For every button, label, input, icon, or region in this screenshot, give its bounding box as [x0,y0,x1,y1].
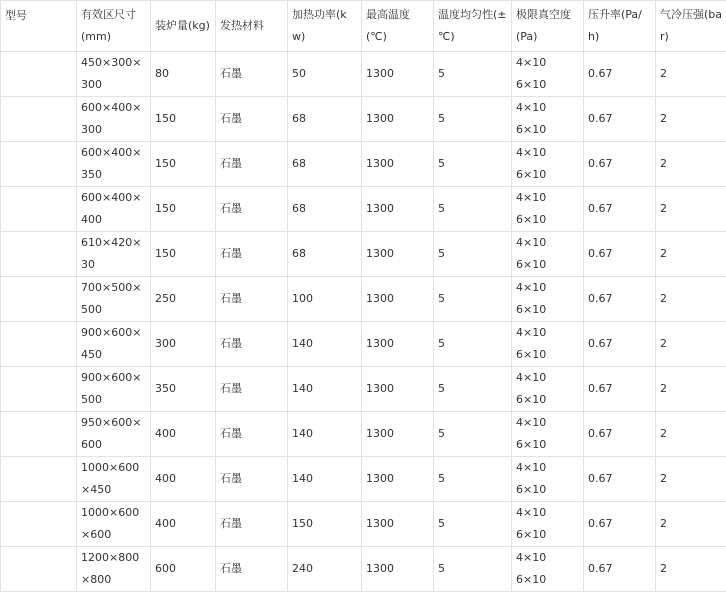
cell-load: 150 [151,187,216,232]
cell-uniformity: 5 [434,367,512,412]
vacuum-value-1: 4×10 [516,142,579,164]
header-uniformity-label: 温度均匀性(±℃) [438,8,507,43]
cell-rise-rate: 0.67 [584,322,656,367]
table-row [1,277,726,322]
cell-size: 1000×600×450 [77,457,151,502]
header-size-label: 有效区尺寸(mm) [81,8,136,43]
cell-uniformity: 5 [434,232,512,277]
cell-gas-pressure: 2 [656,97,726,142]
cell-load: 300 [151,322,216,367]
cell-material: 石墨 [216,97,288,142]
cell-model [1,52,77,97]
cell-vacuum [512,322,584,367]
vacuum-value-2: 6×10 [516,254,579,276]
vacuum-value-2: 6×10 [516,299,579,321]
cell-load: 400 [151,502,216,547]
cell-uniformity: 5 [434,502,512,547]
cell-model [1,502,77,547]
cell-load: 150 [151,232,216,277]
cell-material: 石墨 [216,52,288,97]
table-row [1,187,726,232]
cell-max-temp: 1300 [362,367,434,412]
cell-power: 140 [288,322,362,367]
header-row [1,1,726,52]
cell-vacuum [512,52,584,97]
cell-model [1,367,77,412]
cell-model [1,97,77,142]
cell-load: 250 [151,277,216,322]
header-vacuum-label: 极限真空度(Pa) [516,8,571,43]
cell-gas-pressure: 2 [656,52,726,97]
header-model [1,1,77,52]
cell-max-temp: 1300 [362,232,434,277]
vacuum-value-2: 6×10 [516,479,579,501]
header-uniformity [434,1,512,52]
cell-model [1,457,77,502]
cell-power: 100 [288,277,362,322]
header-max-temp [362,1,434,52]
cell-load: 80 [151,52,216,97]
vacuum-value-1: 4×10 [516,97,579,119]
cell-power: 68 [288,187,362,232]
table-row [1,232,726,277]
cell-material: 石墨 [216,457,288,502]
vacuum-value-1: 4×10 [516,457,579,479]
cell-load: 150 [151,97,216,142]
cell-size: 600×400×350 [77,142,151,187]
cell-material: 石墨 [216,367,288,412]
header-material [216,1,288,52]
vacuum-value-1: 4×10 [516,412,579,434]
cell-power: 50 [288,52,362,97]
cell-model [1,277,77,322]
cell-size: 950×600×600 [77,412,151,457]
vacuum-value-1: 4×10 [516,367,579,389]
cell-load: 150 [151,142,216,187]
cell-material: 石墨 [216,547,288,592]
cell-uniformity: 5 [434,187,512,232]
cell-gas-pressure: 2 [656,232,726,277]
header-rise-rate-label: 压升率(Pa/h) [588,8,642,43]
cell-size: 610×420×30 [77,232,151,277]
cell-model [1,187,77,232]
cell-model [1,232,77,277]
cell-material: 石墨 [216,412,288,457]
vacuum-value-2: 6×10 [516,164,579,186]
cell-power: 68 [288,142,362,187]
cell-max-temp: 1300 [362,457,434,502]
cell-material: 石墨 [216,187,288,232]
cell-load: 400 [151,457,216,502]
cell-uniformity: 5 [434,412,512,457]
header-gas-pressure-label: 气冷压强(bar) [660,8,722,43]
vacuum-value-2: 6×10 [516,524,579,546]
cell-load: 400 [151,412,216,457]
cell-power: 150 [288,502,362,547]
cell-size: 900×600×450 [77,322,151,367]
vacuum-value-1: 4×10 [516,52,579,74]
vacuum-value-1: 4×10 [516,502,579,524]
vacuum-value-1: 4×10 [516,232,579,254]
cell-uniformity: 5 [434,142,512,187]
header-load-label: 装炉量(kg) [155,19,210,32]
table-row [1,322,726,367]
cell-rise-rate: 0.67 [584,97,656,142]
cell-power: 68 [288,232,362,277]
cell-vacuum [512,412,584,457]
cell-uniformity: 5 [434,322,512,367]
cell-size: 1000×600×600 [77,502,151,547]
cell-material: 石墨 [216,277,288,322]
cell-gas-pressure: 2 [656,457,726,502]
cell-max-temp: 1300 [362,97,434,142]
cell-gas-pressure: 2 [656,547,726,592]
cell-load: 350 [151,367,216,412]
cell-uniformity: 5 [434,277,512,322]
table-row [1,547,726,592]
cell-vacuum [512,97,584,142]
cell-rise-rate: 0.67 [584,547,656,592]
cell-uniformity: 5 [434,97,512,142]
vacuum-value-1: 4×10 [516,322,579,344]
cell-max-temp: 1300 [362,277,434,322]
cell-rise-rate: 0.67 [584,52,656,97]
vacuum-value-1: 4×10 [516,277,579,299]
cell-size: 600×400×300 [77,97,151,142]
cell-model [1,412,77,457]
cell-vacuum [512,277,584,322]
cell-vacuum [512,142,584,187]
cell-gas-pressure: 2 [656,142,726,187]
cell-load: 600 [151,547,216,592]
table-row [1,52,726,97]
header-power [288,1,362,52]
cell-max-temp: 1300 [362,52,434,97]
cell-power: 68 [288,97,362,142]
vacuum-value-1: 4×10 [516,547,579,569]
cell-max-temp: 1300 [362,187,434,232]
cell-model [1,547,77,592]
cell-model [1,142,77,187]
cell-size: 450×300×300 [77,52,151,97]
cell-gas-pressure: 2 [656,187,726,232]
cell-rise-rate: 0.67 [584,502,656,547]
table-body [1,1,726,592]
cell-size: 700×500×500 [77,277,151,322]
cell-gas-pressure: 2 [656,412,726,457]
cell-rise-rate: 0.67 [584,457,656,502]
table-row [1,142,726,187]
cell-vacuum [512,457,584,502]
cell-rise-rate: 0.67 [584,142,656,187]
cell-size: 1200×800×800 [77,547,151,592]
cell-max-temp: 1300 [362,412,434,457]
cell-max-temp: 1300 [362,322,434,367]
table-row [1,367,726,412]
header-load [151,1,216,52]
cell-vacuum [512,232,584,277]
cell-power: 140 [288,367,362,412]
header-size [77,1,151,52]
cell-material: 石墨 [216,322,288,367]
vacuum-value-2: 6×10 [516,119,579,141]
cell-vacuum [512,502,584,547]
vacuum-value-2: 6×10 [516,389,579,411]
cell-max-temp: 1300 [362,142,434,187]
cell-vacuum [512,547,584,592]
cell-rise-rate: 0.67 [584,232,656,277]
cell-rise-rate: 0.67 [584,412,656,457]
cell-power: 140 [288,457,362,502]
cell-max-temp: 1300 [362,547,434,592]
cell-power: 140 [288,412,362,457]
header-vacuum [512,1,584,52]
vacuum-value-2: 6×10 [516,569,579,591]
cell-uniformity: 5 [434,547,512,592]
cell-gas-pressure: 2 [656,502,726,547]
cell-power: 240 [288,547,362,592]
cell-vacuum [512,187,584,232]
cell-material: 石墨 [216,232,288,277]
header-power-label: 加热功率(kw) [292,8,347,43]
cell-size: 900×600×500 [77,367,151,412]
header-rise-rate [584,1,656,52]
table-row [1,412,726,457]
vacuum-value-2: 6×10 [516,434,579,456]
cell-size: 600×400×400 [77,187,151,232]
table-row [1,457,726,502]
table-row [1,97,726,142]
cell-uniformity: 5 [434,457,512,502]
table-row [1,502,726,547]
vacuum-value-2: 6×10 [516,344,579,366]
cell-gas-pressure: 2 [656,277,726,322]
cell-rise-rate: 0.67 [584,367,656,412]
cell-gas-pressure: 2 [656,322,726,367]
cell-material: 石墨 [216,502,288,547]
cell-max-temp: 1300 [362,502,434,547]
vacuum-value-2: 6×10 [516,74,579,96]
header-material-label: 发热材料 [220,19,264,32]
vacuum-value-2: 6×10 [516,209,579,231]
cell-gas-pressure: 2 [656,367,726,412]
vacuum-value-1: 4×10 [516,187,579,209]
header-model-label: 型号 [5,9,27,22]
header-gas-pressure [656,1,726,52]
cell-material: 石墨 [216,142,288,187]
cell-vacuum [512,367,584,412]
cell-rise-rate: 0.67 [584,277,656,322]
cell-model [1,322,77,367]
cell-uniformity: 5 [434,52,512,97]
header-max-temp-label: 最高温度(℃) [366,8,410,43]
cell-rise-rate: 0.67 [584,187,656,232]
